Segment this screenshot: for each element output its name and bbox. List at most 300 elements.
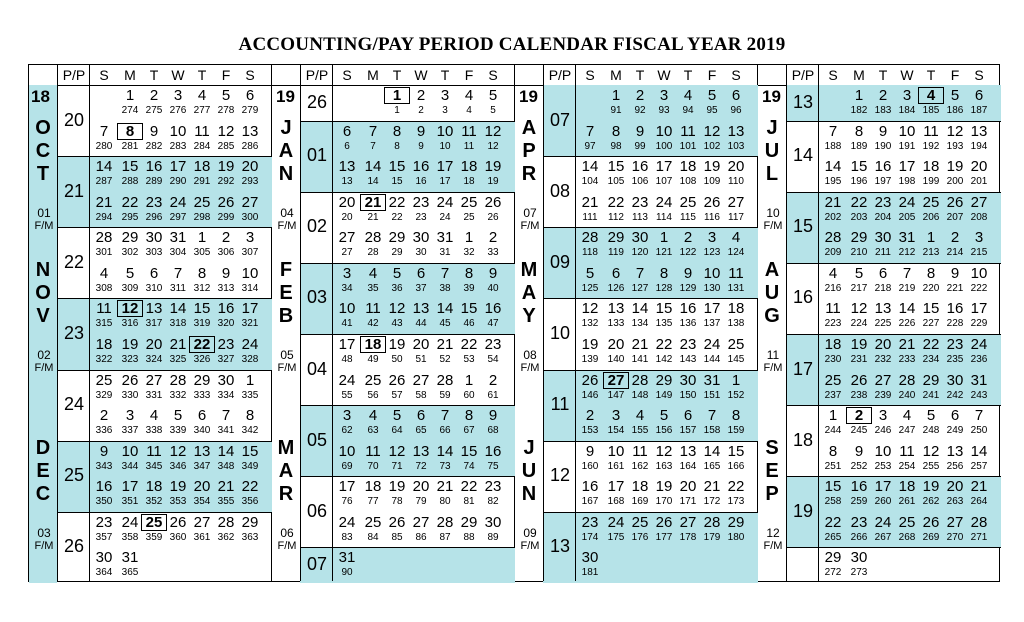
julian-day: 295 <box>121 211 139 223</box>
day-number: 26 <box>946 193 964 211</box>
julian-day: 279 <box>241 105 259 116</box>
fiscal-month-label: F/M <box>277 362 297 374</box>
day-number: 31 <box>898 229 916 247</box>
day-number: 2 <box>585 407 595 425</box>
day-number: 19 <box>922 478 940 496</box>
pay-period-number: 14 <box>792 145 814 166</box>
day-number: 28 <box>169 371 187 389</box>
day-number: 25 <box>95 371 113 389</box>
pay-day-number: 11 <box>766 348 780 362</box>
julian-day: 245 <box>850 425 868 437</box>
julian-day: 116 <box>704 211 720 223</box>
day-number: 17 <box>169 158 187 176</box>
month-letter: G <box>764 304 780 327</box>
julian-day: 148 <box>631 389 649 401</box>
julian-day: 7 <box>370 140 376 152</box>
day-number: 24 <box>169 193 187 211</box>
julian-day: 82 <box>487 496 499 508</box>
strip-divider <box>543 65 544 581</box>
julian-day: 317 <box>145 318 163 330</box>
julian-day: 163 <box>655 460 673 472</box>
julian-day: 12 <box>487 140 499 152</box>
pay-period-number: 22 <box>63 251 85 272</box>
day-number: 18 <box>727 300 745 318</box>
day-number: 9 <box>416 122 426 140</box>
month-letter: J <box>523 436 535 459</box>
julian-day: 339 <box>169 425 187 437</box>
julian-day: 307 <box>241 247 259 259</box>
julian-day: 188 <box>824 140 842 152</box>
day-number: 18 <box>922 158 940 176</box>
day-number: 25 <box>679 193 697 211</box>
julian-day: 84 <box>367 531 379 543</box>
day-number: 22 <box>727 478 745 496</box>
day-number: 18 <box>364 478 382 496</box>
month-letter: R <box>521 162 537 185</box>
julian-day: 44 <box>415 318 427 330</box>
julian-day: 288 <box>121 176 139 188</box>
day-number: 20 <box>607 336 625 353</box>
julian-day: 250 <box>970 425 988 437</box>
day-number: 26 <box>169 513 187 531</box>
day-number: 2 <box>683 229 693 247</box>
day-number: 9 <box>488 264 498 282</box>
day-number: 23 <box>412 193 430 211</box>
day-number: 28 <box>364 229 382 247</box>
julian-day: 83 <box>341 531 353 543</box>
julian-day: 1 <box>394 105 400 116</box>
month-letter: C <box>35 482 51 505</box>
julian-day: 310 <box>145 282 163 294</box>
day-number: 3 <box>342 264 352 282</box>
pay-day-number: 08 <box>523 348 537 362</box>
julian-day: 251 <box>824 460 842 472</box>
day-number: 19 <box>217 158 235 176</box>
julian-day: 324 <box>145 354 163 365</box>
julian-day: 342 <box>241 425 259 437</box>
julian-day: 352 <box>145 496 163 508</box>
julian-day: 265 <box>824 531 842 543</box>
day-number: 31 <box>703 371 721 389</box>
day-number: 23 <box>581 513 599 531</box>
day-number: 26 <box>703 193 721 211</box>
day-number: 17 <box>241 300 259 318</box>
day-number: 30 <box>95 549 113 567</box>
header-day: S <box>488 67 498 83</box>
quarter-4 <box>758 65 1001 581</box>
day-number: 23 <box>874 193 892 211</box>
julian-day: 225 <box>874 318 892 330</box>
julian-day: 325 <box>169 354 187 365</box>
julian-day: 327 <box>217 354 235 365</box>
julian-day: 119 <box>608 247 624 259</box>
day-number: 27 <box>946 513 964 531</box>
day-number: 27 <box>603 372 629 389</box>
julian-day: 40 <box>487 282 499 294</box>
julian-day: 214 <box>946 247 964 259</box>
julian-day: 234 <box>922 354 940 365</box>
julian-day: 193 <box>946 140 964 152</box>
day-number: 6 <box>342 122 352 140</box>
day-number: 28 <box>581 229 599 247</box>
julian-day: 2 <box>418 105 424 116</box>
julian-day: 120 <box>631 247 649 259</box>
day-number: 22 <box>850 193 868 211</box>
day-number: 23 <box>484 336 502 353</box>
julian-day: 226 <box>898 318 916 330</box>
day-number: 30 <box>946 371 964 389</box>
julian-day: 41 <box>341 318 353 330</box>
julian-day: 14 <box>367 176 379 188</box>
julian-day: 170 <box>655 496 673 508</box>
day-number: 10 <box>121 442 139 460</box>
pay-period-number: 08 <box>549 180 571 201</box>
julian-day: 183 <box>874 105 892 116</box>
day-number: 29 <box>460 513 478 531</box>
header-day: T <box>635 67 645 83</box>
julian-day: 108 <box>679 176 697 188</box>
header-day: S <box>245 67 255 83</box>
day-number: 20 <box>193 478 211 496</box>
day-number: 15 <box>922 300 940 318</box>
julian-day: 144 <box>703 354 721 365</box>
day-number: 8 <box>731 407 741 425</box>
julian-day: 232 <box>874 354 892 365</box>
julian-day: 348 <box>217 460 235 472</box>
day-number: 18 <box>679 158 697 176</box>
julian-day: 172 <box>703 496 721 508</box>
fiscal-month-label: F/M <box>763 539 783 552</box>
day-number: 17 <box>436 158 454 176</box>
julian-day: 320 <box>217 318 235 330</box>
julian-day: 33 <box>487 247 499 259</box>
julian-day: 27 <box>341 247 353 259</box>
day-number: 26 <box>581 371 599 389</box>
pay-period-number: 19 <box>792 500 814 521</box>
day-number: 19 <box>703 158 721 176</box>
header-day: F <box>221 67 231 83</box>
julian-day: 184 <box>898 105 916 116</box>
day-number: 21 <box>436 336 454 353</box>
julian-day: 71 <box>391 460 403 472</box>
julian-day: 284 <box>193 140 211 152</box>
day-number: 15 <box>121 158 139 176</box>
julian-day: 174 <box>581 531 599 543</box>
julian-day: 221 <box>946 282 964 294</box>
day-number: 9 <box>99 442 109 460</box>
julian-day: 158 <box>703 425 721 437</box>
julian-day: 297 <box>169 211 187 223</box>
julian-day: 323 <box>121 354 139 365</box>
julian-day: 159 <box>727 425 745 437</box>
julian-day: 146 <box>581 389 599 401</box>
julian-day: 262 <box>922 496 940 508</box>
pay-period-number: 21 <box>63 180 85 201</box>
day-number: 31 <box>169 229 187 247</box>
day-number: 6 <box>731 87 741 104</box>
julian-day: 254 <box>898 460 916 472</box>
julian-day: 271 <box>970 531 988 543</box>
julian-day: 202 <box>824 211 842 223</box>
julian-day: 215 <box>970 247 988 259</box>
pay-period-number: 18 <box>792 429 814 450</box>
day-number: 23 <box>679 336 697 353</box>
julian-day: 332 <box>169 389 187 401</box>
julian-day: 257 <box>970 460 988 472</box>
day-number: 28 <box>631 371 649 389</box>
julian-day: 70 <box>367 460 379 472</box>
julian-day: 10 <box>439 140 451 152</box>
quarter-1 <box>29 65 272 581</box>
day-number: 16 <box>679 300 697 318</box>
julian-day: 351 <box>121 496 139 508</box>
julian-day: 21 <box>367 211 379 223</box>
day-number: 12 <box>388 442 406 460</box>
julian-day: 207 <box>946 211 964 223</box>
day-number: 19 <box>388 478 406 496</box>
day-number: 11 <box>365 300 381 318</box>
julian-day: 275 <box>145 105 163 116</box>
julian-day: 350 <box>95 496 113 508</box>
day-number: 13 <box>727 122 745 140</box>
julian-day: 220 <box>922 282 940 294</box>
julian-day: 303 <box>145 247 163 259</box>
day-number: 15 <box>727 442 745 460</box>
day-number: 19 <box>388 336 406 353</box>
day-number: 10 <box>703 264 721 282</box>
day-number: 5 <box>125 264 135 282</box>
day-number: 11 <box>365 442 381 460</box>
day-number: 25 <box>364 371 382 389</box>
julian-day: 347 <box>193 460 211 472</box>
julian-day: 153 <box>581 425 599 437</box>
day-number: 4 <box>828 264 838 282</box>
day-number: 4 <box>731 229 741 247</box>
julian-day: 331 <box>145 389 163 401</box>
day-number: 22 <box>607 193 625 211</box>
column-header <box>758 65 1001 86</box>
day-number: 26 <box>655 513 673 531</box>
strip-divider <box>57 65 58 581</box>
day-number: 6 <box>950 407 960 425</box>
julian-day: 101 <box>679 140 697 152</box>
day-number: 10 <box>874 442 892 460</box>
day-number: 3 <box>245 229 255 247</box>
day-number: 7 <box>635 264 645 282</box>
julian-day: 192 <box>922 140 940 152</box>
julian-day: 329 <box>95 389 113 401</box>
month-letter: A <box>764 258 780 281</box>
julian-day: 77 <box>367 496 379 508</box>
julian-day: 346 <box>169 460 187 472</box>
julian-day: 194 <box>970 140 988 152</box>
julian-day: 364 <box>95 567 113 579</box>
julian-day: 73 <box>439 460 451 472</box>
day-number: 22 <box>460 336 478 353</box>
julian-day: 248 <box>922 425 940 437</box>
julian-day: 131 <box>727 282 745 294</box>
julian-day: 362 <box>217 531 235 543</box>
pay-period-number: 23 <box>63 323 85 343</box>
day-number: 24 <box>338 513 356 531</box>
day-number: 24 <box>121 513 139 531</box>
day-number: 29 <box>850 229 868 247</box>
day-number: 25 <box>922 193 940 211</box>
julian-day: 178 <box>679 531 697 543</box>
day-number: 1 <box>245 371 255 389</box>
day-number: 26 <box>484 193 502 211</box>
day-number: 26 <box>922 513 940 531</box>
julian-day: 353 <box>169 496 187 508</box>
fiscal-month-label: F/M <box>520 362 540 374</box>
month-letter: F <box>279 258 293 281</box>
month-letter: V <box>36 304 50 327</box>
julian-day: 228 <box>946 318 964 330</box>
day-number: 11 <box>632 442 648 460</box>
julian-day: 333 <box>193 389 211 401</box>
day-number: 8 <box>659 264 669 282</box>
day-number: 24 <box>898 193 916 211</box>
julian-day: 53 <box>463 354 475 365</box>
julian-day: 231 <box>850 354 868 365</box>
julian-day: 285 <box>217 140 235 152</box>
day-number: 8 <box>464 407 474 425</box>
day-number: 8 <box>854 122 864 140</box>
julian-day: 107 <box>655 176 673 188</box>
julian-day: 127 <box>631 282 649 294</box>
day-number: 25 <box>727 336 745 353</box>
month-letter: J <box>280 116 292 139</box>
day-number: 15 <box>824 478 842 496</box>
julian-day: 80 <box>439 496 451 508</box>
day-number: 17 <box>970 300 988 318</box>
day-number: 3 <box>173 87 183 104</box>
day-number: 22 <box>460 478 478 496</box>
julian-day: 355 <box>217 496 235 508</box>
day-number: 9 <box>585 442 595 460</box>
julian-day: 104 <box>581 176 599 188</box>
julian-day: 34 <box>341 282 353 294</box>
julian-day: 48 <box>341 354 353 365</box>
julian-day: 130 <box>703 282 721 294</box>
julian-day: 186 <box>946 105 964 116</box>
day-number: 27 <box>412 371 430 389</box>
julian-day: 264 <box>970 496 988 508</box>
day-number: 1 <box>659 229 669 247</box>
julian-day: 160 <box>581 460 599 472</box>
julian-day: 161 <box>607 460 625 472</box>
julian-day: 340 <box>193 425 211 437</box>
day-number: 14 <box>217 442 235 460</box>
julian-day: 259 <box>850 496 868 508</box>
fiscal-year-label: 19 <box>519 87 538 106</box>
pay-period-number: 15 <box>792 216 814 237</box>
day-number: 4 <box>368 407 378 425</box>
day-number: 29 <box>193 371 211 389</box>
header-pay-period: P/P <box>62 67 86 83</box>
julian-day: 115 <box>680 211 696 223</box>
month-letter: B <box>278 304 294 327</box>
day-number: 11 <box>680 122 696 140</box>
day-number: 18 <box>898 478 916 496</box>
julian-day: 260 <box>874 496 892 508</box>
day-number: 20 <box>970 158 988 176</box>
julian-day: 140 <box>607 354 625 365</box>
day-number: 27 <box>412 513 430 531</box>
month-letter: E <box>279 281 293 304</box>
julian-day: 13 <box>341 176 353 188</box>
julian-day: 136 <box>679 318 697 330</box>
pay-period-number: 25 <box>63 465 85 486</box>
julian-day: 6 <box>344 140 350 152</box>
julian-day: 45 <box>439 318 451 330</box>
day-number: 9 <box>221 264 231 282</box>
header-day: T <box>392 67 402 83</box>
day-number: 21 <box>970 478 988 496</box>
day-number: 23 <box>850 513 868 531</box>
day-number: 27 <box>145 371 163 389</box>
header-day: W <box>900 67 914 83</box>
day-number: 9 <box>635 122 645 140</box>
fiscal-month-label: F/M <box>34 219 54 232</box>
day-number: 15 <box>460 442 478 460</box>
day-number: 31 <box>436 229 454 247</box>
day-number: 14 <box>898 300 916 318</box>
julian-day: 122 <box>679 247 697 259</box>
julian-day: 198 <box>898 176 916 188</box>
day-number: 21 <box>631 336 649 353</box>
day-number: 30 <box>412 229 430 247</box>
julian-day: 54 <box>487 354 499 365</box>
day-number: 20 <box>727 158 745 176</box>
day-number: 19 <box>169 478 187 496</box>
pay-period-number: 11 <box>550 394 570 415</box>
julian-day: 319 <box>193 318 211 330</box>
julian-day: 239 <box>874 389 892 401</box>
day-number: 7 <box>440 264 450 282</box>
julian-day: 150 <box>679 389 697 401</box>
day-number: 18 <box>95 336 113 353</box>
day-number: 24 <box>655 193 673 211</box>
julian-day: 155 <box>631 425 649 437</box>
day-number: 20 <box>338 193 356 211</box>
julian-day: 123 <box>703 247 721 259</box>
day-number: 3 <box>902 87 912 104</box>
julian-day: 15 <box>391 176 403 188</box>
day-number: 2 <box>488 371 498 389</box>
julian-day: 216 <box>824 282 842 294</box>
julian-day: 86 <box>415 531 427 543</box>
day-number: 26 <box>121 371 139 389</box>
julian-day: 64 <box>391 425 403 437</box>
month-letter: M <box>520 258 538 281</box>
header-pay-period: P/P <box>548 67 572 83</box>
day-number: 13 <box>241 122 259 140</box>
day-number: 21 <box>95 193 113 211</box>
julian-day: 267 <box>874 531 892 543</box>
julian-day: 61 <box>487 389 499 401</box>
day-number: 27 <box>727 193 745 211</box>
day-number: 7 <box>974 407 984 425</box>
julian-day: 286 <box>241 140 259 152</box>
day-number: 10 <box>169 122 187 140</box>
julian-day: 315 <box>95 318 113 330</box>
julian-day: 177 <box>655 531 673 543</box>
julian-day: 299 <box>217 211 235 223</box>
day-number: 26 <box>388 513 406 531</box>
julian-day: 166 <box>727 460 745 472</box>
strip-divider <box>786 65 787 581</box>
